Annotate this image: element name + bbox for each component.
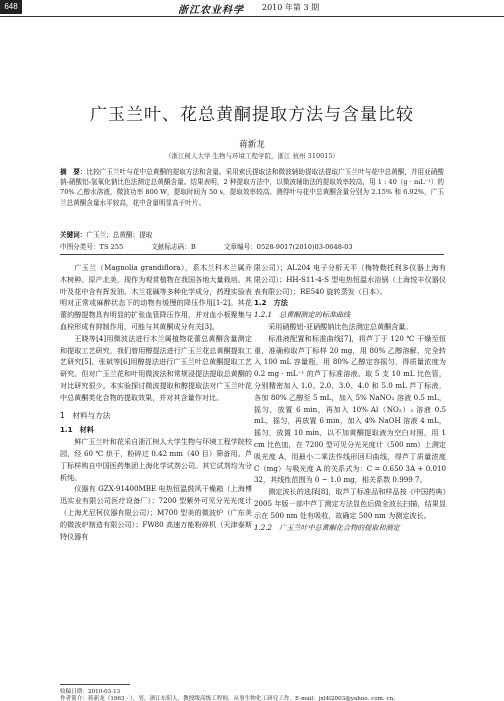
article-number: 文章编号：0528-9017(2010)03-0648-03	[223, 243, 353, 251]
issue-label: 2010 年第 3 期	[262, 3, 320, 12]
abstract-text: 比较广玉兰叶与花中总黄酮的提取方法和含量。采用索氏提取法和微波辅助提取法提取广玉兰叶与花中总黄酮，并用亚硝酸钠-硝酸铝-氢氧化钠比色法测定总黄酮含量。结果表明，2 种提取方法中，以微波辅助法的提取效率较高，用 1 : 40（g · mL⁻¹）的 70% 乙醇水溶液，微波功率 800 W，提取时间为 50 s，提取效率较高。测得叶与花中总黄酮含量分别为 2.15% 和 6.92%，广玉兰总黄酮含量水平较高，花中含量明显高于叶片。	[60, 168, 445, 207]
intro-paragraph-1: 广玉兰（Magnolia grandiflora），系木兰科木兰属乔木树种。原产北美，现作为观赏植物在我国各地大量栽培。其叶及花中含有挥发油、木兰花碱等多种化学成分，药理实验表明对正常或麻醉状态下的动物有缓慢的降压作用[1-2]。其花蕾的醇提物具有明显的扩张血管降压作用，并对血小板聚集与血栓形成有抑制作用，可能与其黄酮成分有关[3]。	[60, 263, 252, 331]
keywords-text: 广玉兰；总黄酮；提取	[86, 231, 153, 239]
document-code: 文献标志码：B	[151, 243, 196, 251]
abstract-label: 摘 要：	[60, 168, 87, 176]
intro-paragraph-2: 王晓等[4]用微波法进行木兰属植物花蕾总黄酮含量测定和提取工艺研究，我们曾用醇提法进行广玉兰花总黄酮提取工艺研究[5]，张斌等[6]用醇提法进行广玉兰叶总黄酮提取工艺研究。但对广玉兰花和叶用微波法和常规浸提法提取总黄酮的对比研究很少。本实验探讨微波提取和醇提取法对广玉兰叶花中总黄酮类化合物的提取效果，并对其含量作对比。	[60, 333, 252, 402]
header-rule	[0, 16, 504, 17]
clc-number: 中图分类号：TS 255	[60, 243, 124, 251]
classification-line	[60, 241, 444, 251]
method-paragraph-1: 采用硝酸铝-亚硝酸钠比色法测定总黄酮含量。	[268, 321, 413, 331]
subsection-heading-methods: 1.2 方法	[254, 298, 288, 308]
running-header	[0, 0, 504, 20]
method-paragraph-3: 测定波长的选择[8]，取芦丁标准品和样品按《中国药典》2005 年版一部中芦丁测定方法显色后做全波长扫描，结果显示在 500 nm 处有吸收，故确定 500 nm 为测定波长。	[254, 487, 446, 520]
keywords-label: 关键词：	[60, 231, 87, 239]
author-affiliation: （浙江树人大学 生物与环境工程学院，浙江 杭州 310015）	[164, 152, 339, 160]
article-title: 广玉兰叶、花总黄酮提取方法与含量比较	[90, 105, 414, 125]
right-column	[254, 262, 446, 533]
instruments-continued: 限公司）；AL204 电子分析天平（梅特勒托利多仪器上海有限公司）；HH-S11-4-S 型电热恒温水浴锅（上海悦丰仪器仪表有限公司）；RE540 旋转蒸发（日本）。	[254, 263, 446, 296]
page-number: 648	[0, 0, 22, 14]
subsection-heading-leaf-extraction: 1.2.2 广玉兰叶中总黄酮化合物的提取和测定	[254, 522, 400, 532]
materials-paragraph: 鲜广玉兰叶和花采自浙江树人大学生物与环境工程学院校园，经 60 ℃ 烘干，粉碎过 0.42 mm（40 目）筛备用。芦丁标样购自中国医药集团上海化学试剂公司。其它试剂均为分析纯。	[60, 437, 252, 482]
journal-name: 浙江农业科学	[178, 5, 244, 16]
footnote-rule	[60, 684, 130, 685]
abstract	[60, 167, 444, 208]
subsection-heading-materials: 1.1 材料	[60, 425, 94, 435]
method-paragraph-2: 标准液配置和标准曲线[7]，将芦丁于 120 ℃ 干燥至恒重，准确称取芦丁标样 20 mg，用 80% 乙醇溶解，完全转入 100 mL 容量瓶，用 80% 乙醇定容摇匀，得质量浓度为 0.2 mg · mL⁻¹ 的芦丁标准溶液。取 5 支 10 mL 比色管，分别精密加入 1.0、2.0、3.0、4.0 和 5.0 mL 芦丁标液，各加 80% 乙醇至 5 mL，加入 5% NaNO₂ 溶液 0.5 mL，摇匀，放置 6 min，再加入 10% Al（NO₃）₃ 溶液 0.5 mL，摇匀，再放置 6 min，加入 4% NaOH 溶液 4 mL，摇匀，放置 10 min，以不加黄酮提取液为空白对照，用 1 cm 比色皿，在 7200 型可见分光光度计（500 nm）上测定吸光度 A，用最小二乘法作线形回归曲线，得芦丁质量浓度 C（mg）与吸光度 A 的关系式为：C = 0.650 3A + 0.010 32，其线性范围为 0 ~ 1.0 mg，相关系数 0.999 7。	[254, 333, 446, 485]
footnote-received: 收稿日期：2010-03-13	[60, 689, 121, 695]
author-name: 蒋新龙	[239, 140, 265, 150]
abstract-rule	[60, 254, 444, 255]
section-heading-materials-methods: 1 材料与方法	[60, 410, 111, 420]
keywords	[60, 229, 444, 239]
left-column	[60, 262, 252, 542]
instruments-paragraph: 仪器有 GZX-91400MBE 电热恒温鼓风干燥箱（上海博迅实业有限公司医疗设备厂）；7200 型紫外可见分光光度计（上海尤尼柯仪器有限公司）；M700 型美的微波炉（广东美的微波炉制造有限公司）；FW80 高速万能粉碎机（天津泰斯特仪器有	[60, 484, 252, 541]
subsection-heading-standard-curve: 1.2.1 总黄酮测定的标准曲线	[254, 310, 351, 320]
footnote-author-info: 作者简介：蒋新龙（1963 - ），男，浙江东阳人，教授级高级工程师，从事生物化工研究工作。E-mail：jxl4l2003@yahoo. com. cn。	[60, 696, 399, 701]
